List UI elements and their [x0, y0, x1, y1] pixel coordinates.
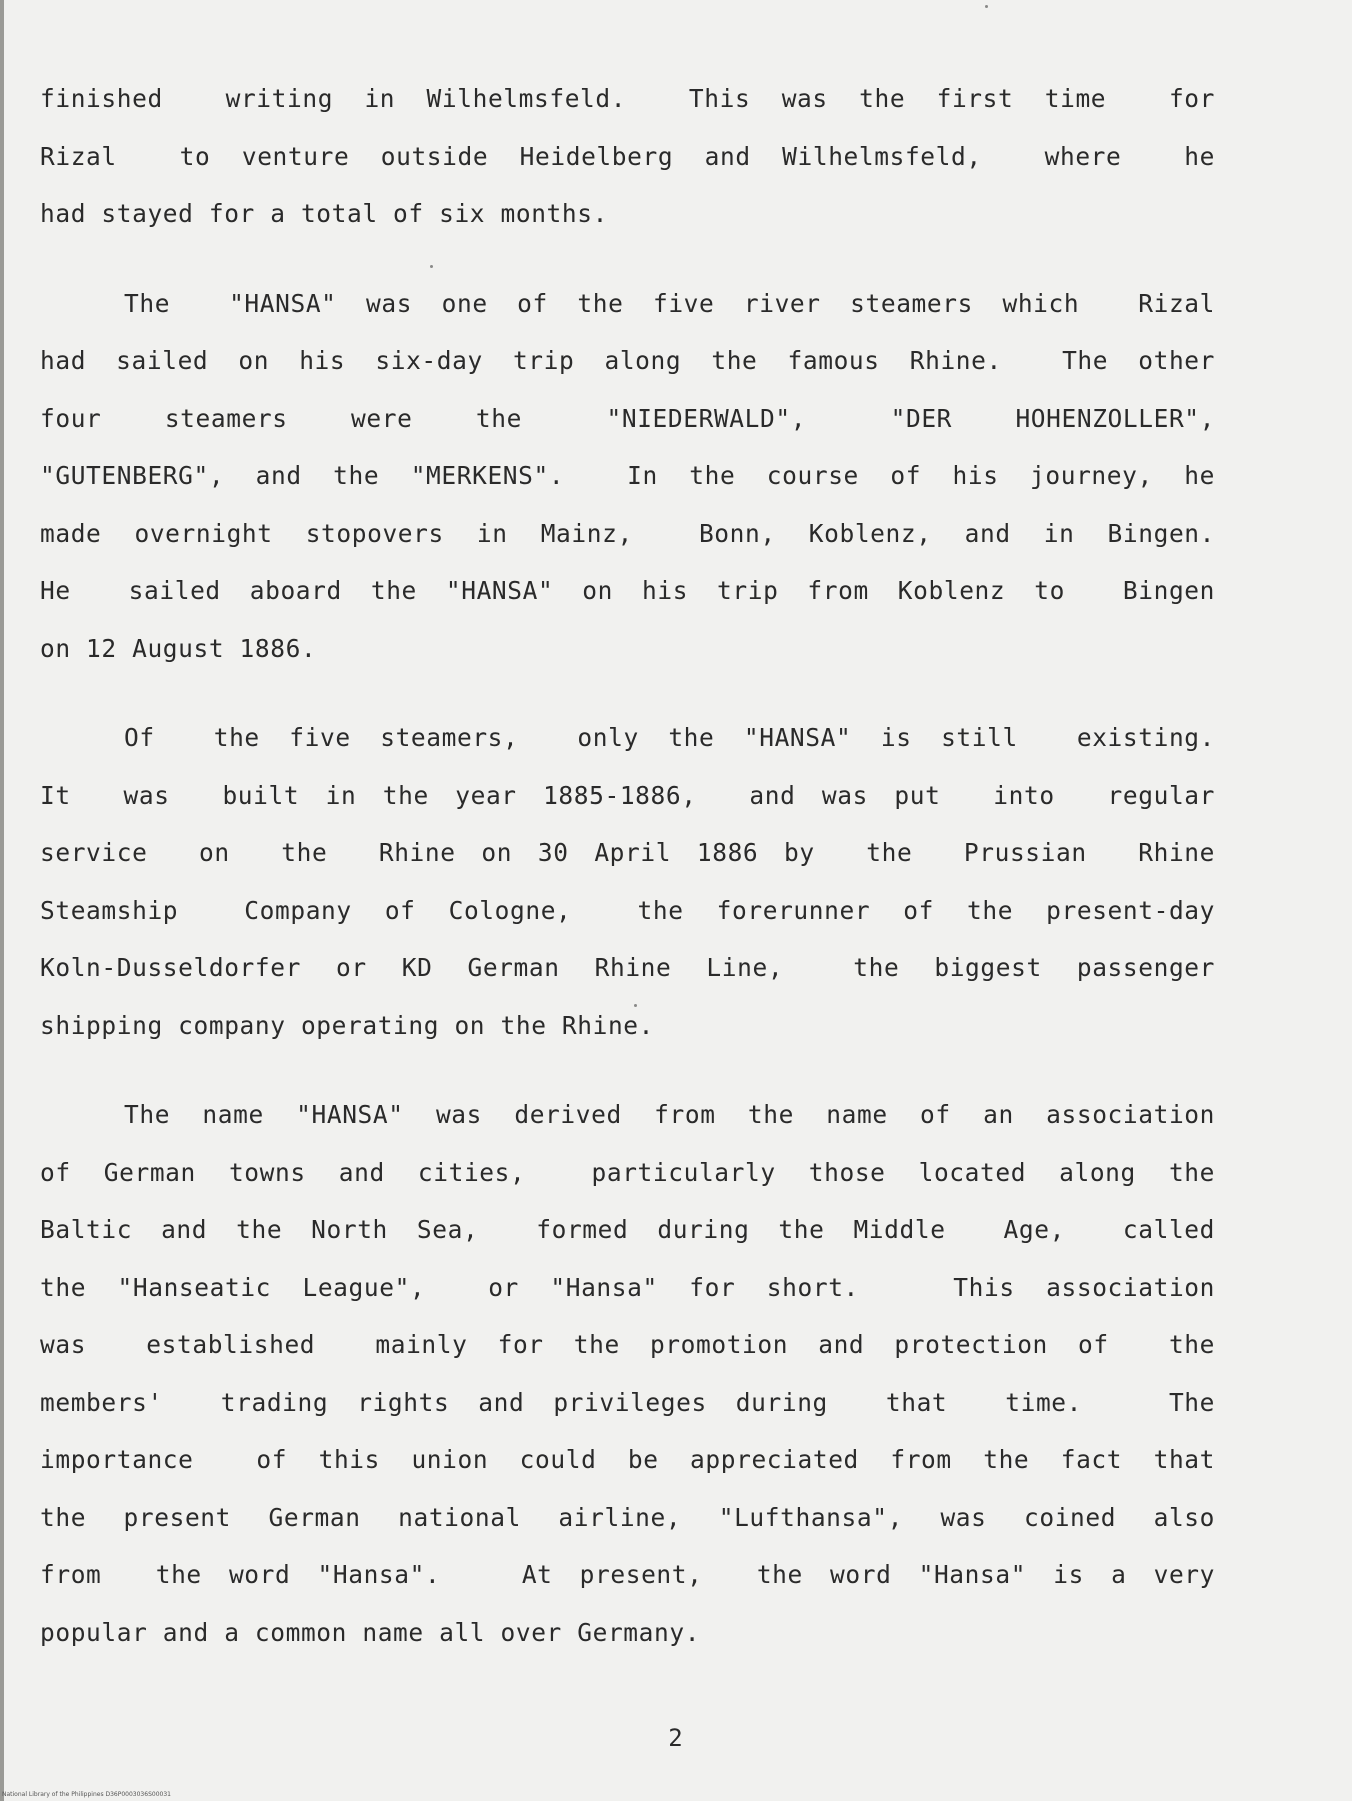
- page-edge: [0, 0, 4, 1801]
- scan-speck: [985, 5, 988, 8]
- text-line: finished writing in Wilhelmsfeld. This was the first time for: [40, 84, 1215, 113]
- text-line: Steamship Company of Cologne, the forerunner of the present-day: [40, 895, 1215, 925]
- text-line: four steamers were the "NIEDERWALD", "DER HOHENZOLLER",: [40, 403, 1215, 433]
- text-line: It was built in the year 1885-1886, and was put into regular: [40, 780, 1215, 810]
- text-line: on 12 August 1886.: [40, 633, 317, 663]
- text-line: shipping company operating on the Rhine.: [40, 1010, 655, 1040]
- text-line: The "HANSA" was one of the five river steamers which Rizal: [124, 288, 1215, 318]
- text-line: Rizal to venture outside Heidelberg and Wilhelmsfeld, where he: [40, 141, 1215, 171]
- paragraph: [40, 70, 1215, 243]
- paragraph-gap: [40, 1054, 1215, 1086]
- text-line: members' trading rights and privileges during that time. The: [40, 1387, 1215, 1417]
- paragraph: [40, 709, 1215, 1054]
- document-body: [40, 70, 1215, 1661]
- paragraph: [40, 1086, 1215, 1661]
- text-line: the present German national airline, "Lufthansa", was coined also: [40, 1502, 1215, 1532]
- paragraph-gap: [40, 677, 1215, 709]
- text-line: had stayed for a total of six months.: [40, 199, 608, 228]
- text-line: service on the Rhine on 30 April 1886 by the Prussian Rhine: [40, 838, 1215, 867]
- text-line: Koln-Dusseldorfer or KD German Rhine Line, the biggest passenger: [40, 953, 1215, 982]
- text-line: The name "HANSA" was derived from the name of an association: [124, 1100, 1215, 1129]
- text-line: He sailed aboard the "HANSA" on his trip from Koblenz to Bingen: [40, 576, 1215, 605]
- text-line: had sailed on his six-day trip along the famous Rhine. The other: [40, 346, 1215, 375]
- archive-footer-stamp: National Library of the Philippines D36P0003036S00031: [2, 1791, 171, 1798]
- text-line: was established mainly for the promotion and protection of the: [40, 1330, 1215, 1359]
- paragraph-gap: [40, 243, 1215, 275]
- text-line: "GUTENBERG", and the "MERKENS". In the course of his journey, he: [40, 461, 1215, 490]
- text-line: the "Hanseatic League", or "Hansa" for short. This association: [40, 1272, 1215, 1302]
- text-line: popular and a common name all over Germany.: [40, 1617, 701, 1647]
- text-line: from the word "Hansa". At present, the word "Hansa" is a very: [40, 1560, 1215, 1589]
- text-line: importance of this union could be appreciated from the fact that: [40, 1445, 1215, 1474]
- paragraph: [40, 275, 1215, 678]
- text-line: Of the five steamers, only the "HANSA" is still existing.: [124, 723, 1215, 752]
- text-line: made overnight stopovers in Mainz, Bonn, Koblenz, and in Bingen.: [40, 518, 1215, 548]
- text-line: Baltic and the North Sea, formed during the Middle Age, called: [40, 1215, 1215, 1244]
- text-line: of German towns and cities, particularly those located along the: [40, 1157, 1215, 1187]
- page-number: 2: [668, 1724, 684, 1752]
